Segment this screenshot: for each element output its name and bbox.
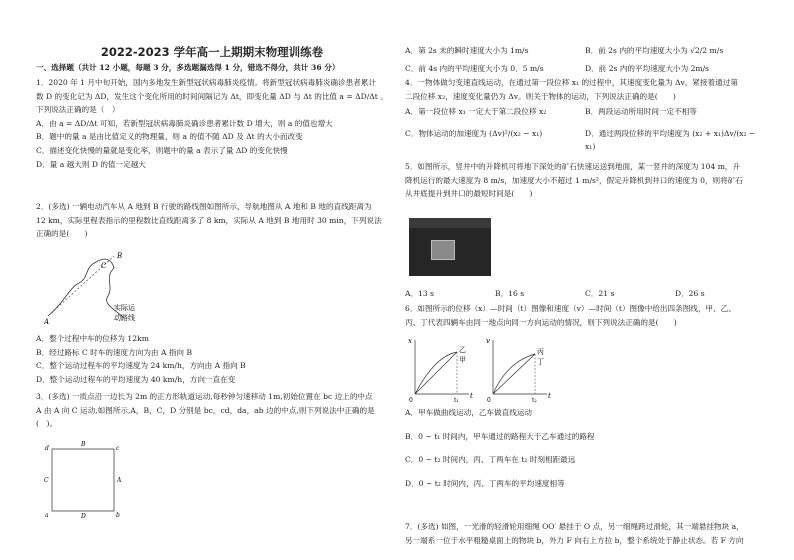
corner-a: a	[45, 512, 49, 519]
shaft-top	[409, 218, 491, 228]
q1-line-3: 下列说法正确的是（ ）	[36, 105, 120, 115]
q6-option-d: D．0 ~ t₂ 时间内，丙、丁两车的平均速度相等	[405, 478, 565, 488]
question-3-options	[405, 44, 765, 75]
question-1	[36, 76, 388, 171]
corner-c: c	[116, 445, 120, 452]
q2-line-2: 12 km，实际里程表指示的里程数比直线距离多了 8 km，实际从 A 地到 B 地用时 30 min，下列说法	[36, 215, 382, 225]
q1-line-1: 1．2020 年 1 月中旬开始，国内多地发生新型冠状病毒肺炎疫情。将新型冠状病毒肺炎确诊患者累计	[36, 78, 376, 87]
q4-option-d: D．通过两段位移的平均速度为 (x₂ + x₁)Δv/(x₂ − x₁)	[585, 128, 756, 152]
q3-option-b: B．前 2s 内的平均速度大小为 √2/2 m/s	[585, 46, 724, 55]
page-title: 2022-2023 学年高一上期期末物理训练卷	[100, 45, 324, 59]
q5-option-c: C．21 s	[585, 289, 615, 298]
vt-y-axis-label: v	[486, 337, 490, 345]
question-2	[36, 200, 388, 241]
xt-x-axis-label: t	[470, 392, 473, 400]
q6-line-2: 丙、丁代表四辆车由同一地点向同一方向运动的情况，则下列说法正确的是( )	[405, 317, 677, 327]
route-label-b: B	[117, 252, 123, 260]
question-7	[405, 520, 765, 547]
q6-option-c: C．0 ~ t₂ 时间内，丙、丁两车在 t₂ 时刻相距最远	[405, 455, 576, 465]
question-6	[405, 302, 765, 329]
midpoint-b: B	[81, 441, 86, 448]
xt-y-axis-label: x	[408, 337, 412, 345]
q4-line-1: 4．一物体做匀变速直线运动，在通过第一段位移 x₁ 的过程中，其速度变化量为 Δv，紧接着通过第	[405, 78, 738, 87]
q7-line-2: 另一端系一位于水平粗糙桌面上的物块 b，外力 F 向右上方拉 b，整个系统处于静止状态。若 F 方向	[405, 535, 744, 545]
q1-option-a: A．由 a = ΔD/Δt 可知，若新型冠状病毒肺炎确诊患者累计数 D 增大，则 a 的值也增大	[36, 118, 333, 128]
vt-x-axis-label: t	[548, 392, 551, 400]
question-3	[36, 390, 388, 431]
q3-line-3: ( )。	[36, 419, 58, 429]
q2-line-3: 正确的是( )	[36, 229, 88, 239]
route-label-a: A	[44, 318, 50, 326]
xt-t1: t₁	[454, 397, 459, 404]
q6-line-1: 6．如图所示的位移（x）—时间（t）图像和速度（v）—时间（t）图像中给出四条图线，甲、乙、	[405, 304, 736, 313]
question-5	[405, 160, 765, 201]
q3-option-d: D．前 2s 内的平均速度大小为 2m/s	[585, 63, 710, 73]
q3-option-a: A．第 2s 末的瞬时速度大小为 1m/s	[405, 46, 529, 55]
q3-option-c: C．前 4s 内的平均速度大小为 0．5 m/s	[405, 63, 544, 73]
motion-graphs	[407, 332, 557, 404]
xt-origin: 0	[409, 397, 413, 404]
midpoint-d: D	[81, 513, 86, 520]
mine-shaft-photo	[409, 218, 491, 276]
q1-option-c: C．描述变化快慢的量就是变化率，则题中的量 a 表示了量 ΔD 的变化快慢	[36, 145, 288, 155]
q2-option-b: B．经过路标 C 时车的速度方向为由 A 指向 B	[36, 347, 193, 357]
question-4	[405, 76, 765, 154]
q3-line-1: 3．(多选) 一质点沿一边长为 2m 的正方形轨道运动,每秒钟匀速移动 1m,初始位置在 bc 边上的中点	[36, 392, 373, 401]
route-diagram	[44, 248, 154, 326]
q4-option-c: C．物体运动的加速度为 (Δv)²/(x₂ − x₁)	[405, 128, 543, 138]
xt-series-jia: 甲	[459, 356, 466, 364]
square-track-diagram	[42, 440, 132, 520]
q5-line-3: 从井底提升到井口的最短时间是( )	[405, 189, 533, 199]
vt-origin: 0	[487, 397, 491, 404]
q4-line-2: 二段位移 x₂，速度变化量仍为 Δv。则关于物体的运动，下列说法正确的是( )	[405, 91, 676, 101]
q5-line-2: 降机运行的最大速度为 8 m/s，加速度大小不超过 1 m/s²，假定升降机到井口的速度为 0，则将矿石	[405, 175, 743, 185]
question-5-options	[405, 287, 765, 301]
route-label-c: C	[101, 262, 107, 270]
q5-line-1: 5．如图所示，竖井中的升降机可将地下深处的矿石快速运送到地面，某一竖井的深度为 104 m，升	[405, 162, 741, 171]
vt-series-bing: 丙	[537, 348, 544, 356]
corner-d: d	[45, 445, 49, 452]
q1-line-2: 数 D 的变化记为 ΔD，发生这个变化所用的时间间隔记为 Δt，即变化量 ΔD 与 Δt 的比值 a = ΔD/Δt 。	[36, 91, 388, 101]
q2-option-a: A．整个过程中车的位移为 12km	[36, 334, 149, 343]
xt-series-yi: 乙	[459, 346, 466, 354]
q2-line-1: 2．(多选) 一辆电动汽车从 A 地到 B 行驶的路线图如图所示，导航地图从 A 地和 B 地的直线距离为	[36, 202, 372, 211]
q1-option-d: D．量 a 越大则 D 的值一定越大	[36, 159, 146, 169]
q6-option-a: A．甲车做曲线运动，乙车做直线运动	[405, 408, 532, 417]
q6-option-b: B．0 ~ t₁ 时间内，甲车通过的路程大于乙车通过的路程	[405, 431, 595, 441]
q7-line-1: 7．(多选) 如图，一光滑的轻滑轮用细绳 OO′ 悬挂于 O 点，另一细绳跨过滑轮，其一端悬挂物块 a，	[405, 522, 744, 531]
q5-option-b: B．16 s	[495, 289, 525, 298]
q3-line-2: A 由 A 向 C 运动,如图所示,A，B，C，D 分别是 bc，cd，da，ab 边的中点,则下列说法中正确的是	[36, 405, 375, 415]
route-note-line2: 动路线	[114, 314, 135, 322]
elevator-cage	[431, 240, 455, 260]
route-note-line1: 实际运	[114, 304, 135, 312]
corner-b: b	[116, 512, 120, 519]
q2-option-c: C．整个运动过程车的平均速度为 24 km/h，方向由 A 指向 B	[36, 361, 246, 371]
question-2-options	[36, 332, 388, 386]
section-heading: 一、选择题（共计 12 小题，每题 3 分，多选题漏选得 1 分，错选不得分，共计 36 分）	[36, 63, 340, 72]
q4-option-b: B．两段运动所用时间一定不相等	[585, 107, 697, 117]
vt-series-ding: 丁	[537, 358, 544, 366]
q5-option-d: D．26 s	[675, 289, 705, 298]
q4-option-a: A．第一段位移 x₁ 一定大于第二段位移 x₂	[405, 107, 547, 117]
q1-option-b: B．题中的量 a 是由比值定义的物理量，则 a 的值不随 ΔD 及 Δt 的大小而改变	[36, 132, 303, 142]
q5-option-a: A．13 s	[405, 289, 435, 298]
q2-option-d: D．整个运动过程车的平均速度为 40 km/h，方向一直在变	[36, 374, 236, 384]
vt-t2: t₂	[532, 397, 537, 404]
question-6-options	[405, 406, 765, 490]
midpoint-a: A	[117, 477, 122, 484]
midpoint-c: C	[44, 477, 49, 484]
